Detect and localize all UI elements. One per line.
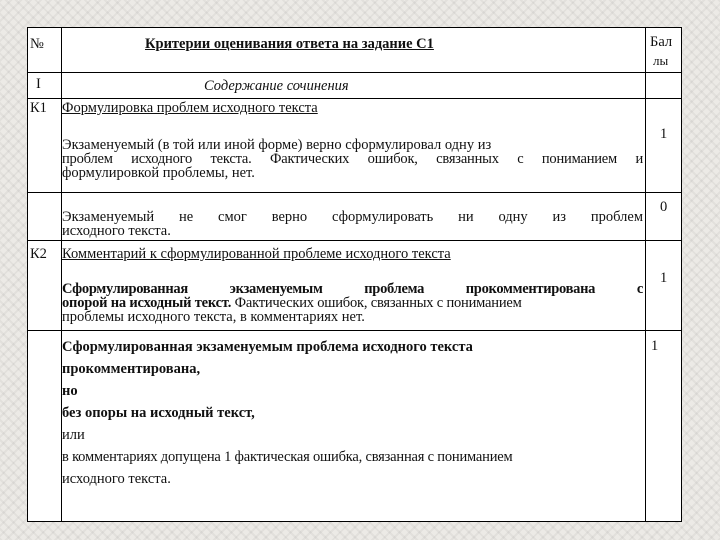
k1-criterion2-score: 0	[660, 199, 668, 215]
table-border-right	[681, 27, 682, 522]
k2-title: Комментарий к сформулированной проблеме исходного текста	[62, 246, 451, 262]
table-border-top	[27, 27, 682, 28]
header-number: №	[30, 36, 44, 52]
k2-criterion1-text	[62, 282, 643, 324]
header-points-line1: Бал	[650, 34, 673, 50]
table-border-bottom	[27, 521, 682, 522]
k1-criterion1-line: формулировкой проблемы, нет.	[62, 165, 255, 181]
k1-title: Формулировка проблем исходного текста	[62, 100, 318, 116]
k2-criterion2-text	[62, 336, 643, 490]
k2-criterion2-line: но	[62, 383, 78, 399]
k2-criterion2-line: Сформулированная экзаменуемым проблема исходного текста	[62, 339, 473, 355]
k2-criterion2-line: прокомментирована,	[62, 361, 201, 377]
k1-criterion2-line: исходного текста.	[62, 223, 171, 239]
k2-criterion2-score: 1	[651, 338, 659, 354]
k2-criterion1-rest: Фактических ошибок, связанных с пониманием	[231, 295, 522, 311]
k2-criterion1-score: 1	[660, 270, 668, 286]
k1-criterion1-text	[62, 138, 643, 180]
k1-end-divider	[27, 240, 682, 241]
k2-criterion2-line: или	[62, 427, 85, 443]
k2-criterion1-line: Сформулированная экзаменуемым проблема прокомментирована с	[62, 281, 643, 297]
k1-criterion2-text	[62, 210, 643, 238]
header-criteria-title: Критерии оценивания ответа на задание С1	[145, 36, 434, 52]
k2-criterion1-bold-phrase: опорой на исходный текст.	[62, 295, 232, 311]
criteria-sheet	[27, 27, 682, 522]
k1-criterion1-divider	[27, 192, 682, 193]
k2-criterion2-line: без опоры на исходный текст,	[62, 405, 255, 421]
table-border-left	[27, 27, 28, 522]
column-divider-points	[645, 27, 646, 522]
k2-criterion2-line: в комментариях допущена 1 фактическая ошибка, связанная с пониманием	[62, 449, 513, 465]
k2-criterion1-line	[62, 296, 643, 310]
k1-criterion1-score: 1	[660, 126, 668, 142]
section-number: I	[36, 76, 41, 92]
k2-criterion1-line: проблемы исходного текста, в комментариях нет.	[62, 309, 365, 325]
k2-criterion2-line: исходного текста.	[62, 471, 171, 487]
k2-code: К2	[30, 246, 47, 262]
section-divider	[27, 98, 682, 99]
header-divider	[27, 72, 682, 73]
k1-criterion1-line: Экзаменуемый (в той или иной форме) верно сформулировал одну из	[62, 137, 492, 153]
section-title: Содержание сочинения	[204, 78, 349, 94]
k1-code: К1	[30, 100, 47, 116]
k1-criterion1-line: проблем исходного текста. Фактических ошибок, связанных с пониманием и	[62, 151, 643, 167]
k1-criterion2-line: Экзаменуемый не смог верно сформулировать ни одну из проблем	[62, 209, 643, 225]
header-points-line2: лы	[653, 53, 669, 68]
k2-criterion1-divider	[27, 330, 682, 331]
